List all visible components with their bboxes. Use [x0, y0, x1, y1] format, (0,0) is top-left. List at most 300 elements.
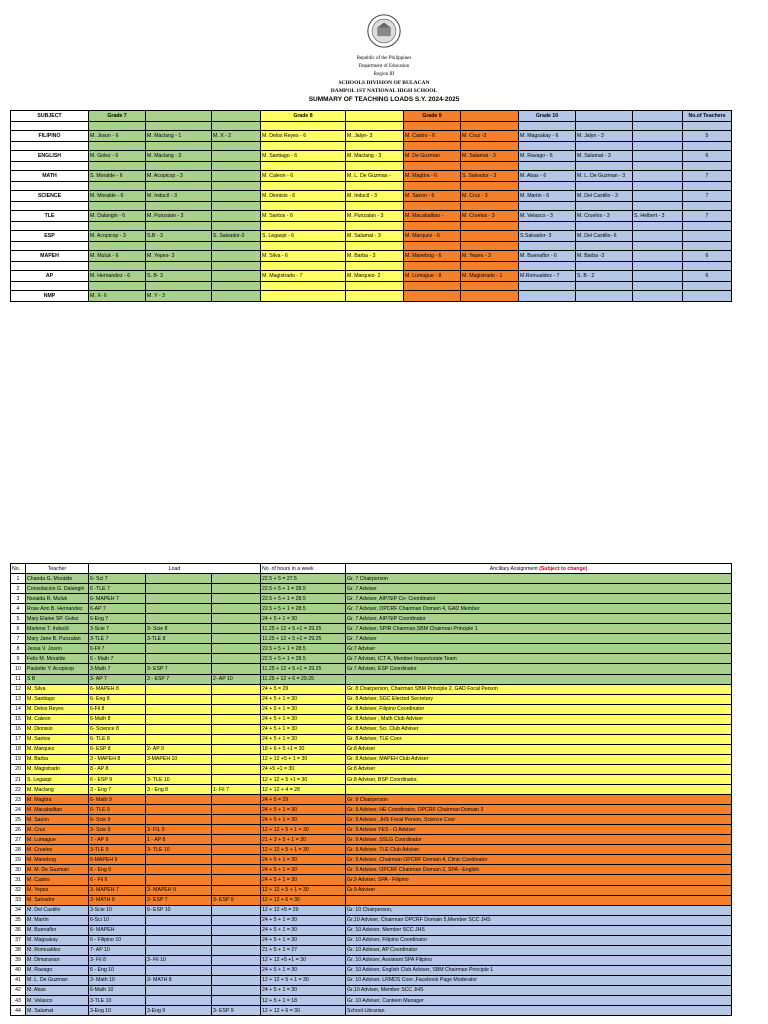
row-number: 10	[11, 664, 26, 674]
load-1: 3-TLE 7	[89, 634, 146, 644]
summary-spacer-cell	[576, 242, 633, 251]
load-1: 3- MATH 9	[89, 895, 146, 905]
teacher-header: Teacher	[26, 564, 89, 574]
summary-cell	[261, 291, 346, 302]
summary-spacer-cell	[576, 222, 633, 231]
load-1: 3-Scie 10	[89, 905, 146, 915]
ancillary-assignment: Gr.10 Adviser, Chairman OPCRF Domain 5,Member SCC JHS	[346, 915, 732, 925]
ancillary-assignment: Gr. 8 Adviser, Sci. Club Adviser	[346, 724, 732, 734]
summary-spacer-cell	[261, 222, 346, 231]
load-1: 6-Fil 8	[89, 704, 146, 714]
summary-cell	[633, 171, 683, 182]
row-number: 43	[11, 996, 26, 1006]
load-2	[146, 915, 212, 925]
ancillary-assignment: Gr. 8 Adviser, TLE Coor.	[346, 734, 732, 744]
row-number: 7	[11, 634, 26, 644]
row-number: 20	[11, 764, 26, 774]
hours-per-week: 24 + 5 + 1 = 30	[261, 935, 346, 945]
summary-cell: M. Yepes - 3	[461, 251, 519, 262]
load-2: 3- TLE 10	[146, 774, 212, 784]
summary-spacer-cell	[346, 242, 404, 251]
hours-per-week: 24 + 5 + 1 = 30	[261, 614, 346, 624]
summary-cell: M. Moralde - 6	[89, 191, 146, 202]
teacher-name: M. Velasco	[26, 996, 89, 1006]
teacher-name: Rose Ann B. Hernandez	[26, 604, 89, 614]
summary-cell: M. Magtira - 6	[404, 171, 461, 182]
teacher-row	[11, 985, 732, 995]
summary-cell: 5	[683, 131, 732, 142]
summary-cell: S. Salvador-3	[212, 231, 261, 242]
summary-spacer-cell	[519, 262, 576, 271]
summary-cell	[212, 191, 261, 202]
row-number: 42	[11, 985, 26, 995]
teacher-name: M. Maclang	[26, 785, 89, 795]
summary-spacer-cell	[404, 282, 461, 291]
load-2: 3 - ESP 7	[146, 674, 212, 684]
hours-per-week: 12 + 12 + 6 = 30	[261, 895, 346, 905]
summary-spacer-cell	[633, 182, 683, 191]
summary-spacer-cell	[461, 262, 519, 271]
teacher-name: M. Manebog	[26, 855, 89, 865]
summary-spacer-cell	[404, 122, 461, 131]
teacher-name: M. Santos	[26, 734, 89, 744]
teacher-name: Paulette Y. Acopicop	[26, 664, 89, 674]
summary-header-cell: Grade 8	[261, 111, 346, 122]
hours-per-week: 24 + 5 + 1 = 30	[261, 965, 346, 975]
load-2	[146, 875, 212, 885]
load-3	[212, 875, 261, 885]
load-header: Load	[89, 564, 261, 574]
teacher-row	[11, 774, 732, 784]
summary-row	[11, 131, 732, 142]
summary-cell: M. Hernandez - 6	[89, 271, 146, 282]
summary-spacer-row	[11, 182, 732, 191]
summary-cell	[633, 231, 683, 242]
load-1: 6 - ESP 9	[89, 774, 146, 784]
division-line: SCHOOLS DIVISION OF BULACAN	[338, 80, 430, 86]
teacher-name: M. Barba	[26, 754, 89, 764]
ancillary-assignment: Gr. 8 Adviser , Math Club Adviser	[346, 714, 732, 724]
summary-spacer-row	[11, 262, 732, 271]
ancillary-assignment: Gr. 7 Chairperson	[346, 574, 732, 584]
load-2	[146, 644, 212, 654]
hours-per-week: 11.25 + 12 + 5 +1 = 29.25	[261, 634, 346, 644]
load-1: 3- Scie 9	[89, 825, 146, 835]
load-2	[146, 594, 212, 604]
load-3	[212, 584, 261, 594]
summary-cell: M. Santos - 6	[261, 211, 346, 222]
summary-spacer-cell	[11, 262, 89, 271]
load-2	[146, 985, 212, 995]
row-number: 2	[11, 584, 26, 594]
teacher-name: S B	[26, 674, 89, 684]
summary-spacer-cell	[261, 182, 346, 191]
summary-cell	[633, 291, 683, 302]
teacher-row	[11, 614, 732, 624]
load-3	[212, 905, 261, 915]
load-1: 6- Eng 8	[89, 694, 146, 704]
summary-spacer-cell	[11, 122, 89, 131]
summary-cell: S. Helbert - 3	[633, 211, 683, 222]
teacher-row	[11, 684, 732, 694]
summary-cell: M. Acopicop - 3	[146, 171, 212, 182]
row-number: 37	[11, 935, 26, 945]
teacher-row	[11, 825, 732, 835]
teacher-row	[11, 885, 732, 895]
summary-cell: M. Magsakay - 6	[519, 131, 576, 142]
load-1: 3 - Eng 7	[89, 785, 146, 795]
summary-cell: M. Cruelos - 3	[576, 211, 633, 222]
summary-row	[11, 211, 732, 222]
hours-per-week: 24 + 5 + 1 = 30	[261, 805, 346, 815]
load-3	[212, 845, 261, 855]
ancillary-assignment: Gr.7 Adviser, ICT A, Member Inspectorate Team	[346, 654, 732, 664]
summary-cell	[212, 291, 261, 302]
summary-row	[11, 151, 732, 162]
teacher-row	[11, 785, 732, 795]
teacher-name: M. Magsakay	[26, 935, 89, 945]
row-number: 21	[11, 774, 26, 784]
ancillary-assignment: Gr. 9 Chairperson	[346, 795, 732, 805]
summary-spacer-row	[11, 222, 732, 231]
hours-per-week: 24 + 5 = 29	[261, 684, 346, 694]
summary-cell: 6	[683, 151, 732, 162]
row-number: 26	[11, 825, 26, 835]
summary-cell: M. Abas - 6	[519, 171, 576, 182]
teacher-name: M. Cruelos	[26, 845, 89, 855]
load-3	[212, 594, 261, 604]
load-2: 3-Eng 9	[146, 1006, 212, 1016]
teacher-name: M. Dionisio	[26, 724, 89, 734]
hours-per-week: 22.5 + 5 + 1 = 28.5	[261, 654, 346, 664]
teacher-row	[11, 955, 732, 965]
ancillary-assignment: Gr. 10 Chairperson,	[346, 905, 732, 915]
summary-spacer-cell	[461, 182, 519, 191]
summary-spacer-cell	[11, 222, 89, 231]
teacher-row	[11, 624, 732, 634]
summary-cell: M. Punzalan - 3	[146, 211, 212, 222]
load-1: 6-MAPEH 9	[89, 855, 146, 865]
summary-spacer-cell	[461, 242, 519, 251]
load-1: 3- MAPEH 7	[89, 885, 146, 895]
row-number: 13	[11, 694, 26, 704]
ancillary-assignment: Gr. 9 Adviser, SSLG Coordinator	[346, 835, 732, 845]
summary-header-row	[11, 111, 732, 122]
summary-cell: 6	[683, 251, 732, 262]
summary-spacer-cell	[261, 122, 346, 131]
teacher-name: M. L. De Guzman	[26, 975, 89, 985]
hours-per-week: 12 + 12 + 5 + 1 = 30	[261, 975, 346, 985]
load-1: 3-Eng 10	[89, 1006, 146, 1016]
load-1: 3-Math 7	[89, 664, 146, 674]
ancillary-assignment: Gr.7 Adviser, ESP Coordinator	[346, 664, 732, 674]
summary-cell	[346, 291, 404, 302]
row-number: 15	[11, 714, 26, 724]
summary-spacer-row	[11, 142, 732, 151]
summary-spacer-cell	[261, 202, 346, 211]
summary-cell: M. Del Castillo - 3	[576, 191, 633, 202]
summary-spacer-cell	[89, 162, 146, 171]
load-2: 3- ESP 7	[146, 895, 212, 905]
load-2	[146, 965, 212, 975]
summary-spacer-cell	[404, 202, 461, 211]
hours-per-week: 24 + 5 + 1 = 30	[261, 875, 346, 885]
teacher-row	[11, 694, 732, 704]
summary-header-cell: Grade 9	[404, 111, 461, 122]
summary-spacer-cell	[89, 182, 146, 191]
hours-per-week: 24 + 5 + 1 = 30	[261, 925, 346, 935]
hours-per-week: 24 + 5 + 1 = 30	[261, 865, 346, 875]
summary-cell: M. Manebog - 6	[404, 251, 461, 262]
summary-spacer-cell	[461, 122, 519, 131]
summary-spacer-row	[11, 282, 732, 291]
summary-spacer-cell	[683, 122, 732, 131]
ancillary-assignment: Gr. 7 Adviser, AIP/SIP Coordinator	[346, 614, 732, 624]
teacher-name: M. Silva	[26, 684, 89, 694]
load-3	[212, 754, 261, 764]
summary-cell: M. Marquez- 2	[346, 271, 404, 282]
teacher-name: Consolacion G. Dalangin	[26, 584, 89, 594]
teacher-name: M. Del Castillo	[26, 905, 89, 915]
teacher-row	[11, 805, 732, 815]
summary-header-cell	[346, 111, 404, 122]
summary-row	[11, 231, 732, 242]
teacher-name: M. M. De Guzman	[26, 865, 89, 875]
teacher-name: M. Dimaranan	[26, 955, 89, 965]
teacher-row	[11, 815, 732, 825]
load-3	[212, 734, 261, 744]
teacher-name: Chanda G. Moralde	[26, 574, 89, 584]
load-2: 3-MAPEH 10	[146, 754, 212, 764]
load-1: 6- Science 8	[89, 724, 146, 734]
hours-per-week: 24 + 5 + 1 = 30	[261, 724, 346, 734]
row-number: 5	[11, 614, 26, 624]
row-number: 33	[11, 895, 26, 905]
summary-cell	[633, 271, 683, 282]
summary-spacer-cell	[519, 162, 576, 171]
no-header: No.	[11, 564, 26, 574]
ancillary-assignment: Gr. 9 Adviser, HE Coordinator, OPCRF Chairman Domain 3	[346, 805, 732, 815]
summary-spacer-cell	[146, 142, 212, 151]
summary-spacer-cell	[146, 122, 212, 131]
hours-per-week: 24 +5 +1 = 30	[261, 764, 346, 774]
summary-spacer-cell	[89, 222, 146, 231]
ancillary-assignment: Gr.10 Adviser, Member SCC JHS	[346, 985, 732, 995]
ancillary-assignment: Gr. 10 Adviser, AP Coordinator	[346, 945, 732, 955]
load-2: 3- TLE 10	[146, 845, 212, 855]
row-number: 40	[11, 965, 26, 975]
summary-spacer-cell	[212, 262, 261, 271]
summary-header-cell	[576, 111, 633, 122]
summary-spacer-cell	[89, 282, 146, 291]
summary-spacer-cell	[633, 162, 683, 171]
summary-row	[11, 271, 732, 282]
hours-per-week: 11.25 + 12 + 5 +1 = 29.25	[261, 664, 346, 674]
load-2	[146, 734, 212, 744]
row-number: 22	[11, 785, 26, 795]
ancillary-assignment: Gr.9 Adviser	[346, 885, 732, 895]
deped-seal-icon	[367, 14, 401, 48]
load-3	[212, 975, 261, 985]
subject-cell: ENGLISH	[11, 151, 89, 162]
load-3	[212, 764, 261, 774]
ancillary-assignment: Gr. 10 Adviser, Assistant SPA Filipino	[346, 955, 732, 965]
load-1: 6- MAPEH	[89, 925, 146, 935]
hours-per-week: 21 + 5 + 1 = 27	[261, 945, 346, 955]
summary-cell	[212, 251, 261, 262]
ancillary-assignment: School Librarian	[346, 1006, 732, 1016]
load-3	[212, 965, 261, 975]
summary-spacer-cell	[146, 202, 212, 211]
load-1: 6-AP 7	[89, 604, 146, 614]
summary-spacer-cell	[89, 202, 146, 211]
summary-spacer-cell	[346, 262, 404, 271]
document-header	[0, 14, 768, 104]
summary-spacer-cell	[633, 122, 683, 131]
load-3	[212, 634, 261, 644]
summary-cell: M. Delos Reyes - 6	[261, 131, 346, 142]
load-3	[212, 644, 261, 654]
load-1: 6- Math 9	[89, 795, 146, 805]
summary-spacer-cell	[404, 222, 461, 231]
loads-header-row	[11, 564, 732, 574]
load-1: 6-Eng 7	[89, 614, 146, 624]
teacher-name: M. Salamat	[26, 1006, 89, 1016]
load-1: 6-Fil 7	[89, 644, 146, 654]
teacher-row	[11, 604, 732, 614]
ancillary-assignment: Gr. 9 Adviser, TLE Club Adviser	[346, 845, 732, 855]
summary-spacer-cell	[461, 142, 519, 151]
summary-cell: M.Romualdez - 7	[519, 271, 576, 282]
department-line: Department of Education	[358, 64, 410, 69]
summary-cell: M. Magistrado - 1	[461, 271, 519, 282]
summary-header-cell	[212, 111, 261, 122]
summary-cell	[633, 251, 683, 262]
summary-spacer-cell	[346, 142, 404, 151]
load-3	[212, 935, 261, 945]
summary-cell	[212, 271, 261, 282]
row-number: 44	[11, 1006, 26, 1016]
summary-cell: M. Sazon - 6	[404, 191, 461, 202]
summary-spacer-cell	[146, 162, 212, 171]
load-2	[146, 704, 212, 714]
ancillary-assignment: Gr. 8 Chairperson, Chairman SBM Principle 2, GAD Focal Person	[346, 684, 732, 694]
hours-per-week: 18 + 6 + 5 +1 = 30	[261, 744, 346, 754]
summary-spacer-row	[11, 242, 732, 251]
teacher-name: M. Cruz	[26, 825, 89, 835]
summary-cell: M. Dionisio - 6	[261, 191, 346, 202]
teacher-name: M. Romualdez	[26, 945, 89, 955]
summary-cell: M. Salamat - 3	[346, 231, 404, 242]
load-2: 3- MATH 8	[146, 975, 212, 985]
summary-spacer-cell	[404, 242, 461, 251]
row-number: 24	[11, 805, 26, 815]
summary-cell	[576, 291, 633, 302]
teacher-row	[11, 634, 732, 644]
load-3: 3- ESP 9	[212, 895, 261, 905]
summary-spacer-cell	[633, 222, 683, 231]
summary-spacer-cell	[683, 222, 732, 231]
teacher-row	[11, 945, 732, 955]
ancillary-assignment: Gr.9 Adviser, SPA - Filipino	[346, 875, 732, 885]
summary-spacer-cell	[633, 282, 683, 291]
load-2	[146, 805, 212, 815]
row-number: 14	[11, 704, 26, 714]
page-title: SUMMARY OF TEACHING LOADS S.Y. 2024-2025	[308, 96, 460, 103]
summary-spacer-cell	[633, 202, 683, 211]
teacher-row	[11, 905, 732, 915]
teacher-row	[11, 875, 732, 885]
load-3	[212, 694, 261, 704]
summary-spacer-cell	[519, 222, 576, 231]
summary-cell	[683, 291, 732, 302]
summary-row	[11, 251, 732, 262]
hours-header: No. of hours in a week	[261, 564, 346, 574]
summary-cell: M. X - 2	[212, 131, 261, 142]
load-2	[146, 855, 212, 865]
summary-cell	[461, 231, 519, 242]
summary-spacer-cell	[519, 142, 576, 151]
summary-spacer-cell	[519, 122, 576, 131]
hours-per-week: 24 + 5 + 1 = 30	[261, 815, 346, 825]
summary-spacer-cell	[212, 222, 261, 231]
load-2	[146, 654, 212, 664]
summary-cell: M. L. De Guzman - 3	[576, 171, 633, 182]
summary-cell: M. Magistrado - 7	[261, 271, 346, 282]
load-3: 2- AP 10	[212, 674, 261, 684]
hours-per-week: 12 + 12 + 5 + 1 = 30	[261, 845, 346, 855]
load-2	[146, 945, 212, 955]
teacher-name: M. Castro	[26, 875, 89, 885]
load-1: 3- AP 7	[89, 674, 146, 684]
subject-cell: ESP	[11, 231, 89, 242]
teacher-loads-table	[10, 563, 732, 1016]
summary-cell: M. Buenaflor - 6	[519, 251, 576, 262]
summary-cell: S.B - 3	[146, 231, 212, 242]
hours-per-week: 22.5 + 5 + 1 = 28.5	[261, 584, 346, 594]
summary-spacer-cell	[212, 282, 261, 291]
hours-per-week: 12 + 12 +5 +1 = 30	[261, 955, 346, 965]
ancillary-assignment: Gr.8 Adviser, BSP Coordinator,	[346, 774, 732, 784]
load-3	[212, 996, 261, 1006]
summary-cell: M. Maclang - 3	[146, 151, 212, 162]
republic-line: Republic of the Philippines	[356, 56, 412, 61]
summary-cell: M. Golez - 6	[89, 151, 146, 162]
summary-cell: 7	[683, 211, 732, 222]
load-1: 6 - Math 7	[89, 654, 146, 664]
teacher-row	[11, 724, 732, 734]
teacher-row	[11, 915, 732, 925]
summary-header-cell	[146, 111, 212, 122]
summary-spacer-cell	[461, 282, 519, 291]
teacher-row	[11, 674, 732, 684]
summary-cell: M. Salamat - 3	[461, 151, 519, 162]
summary-cell	[633, 191, 683, 202]
summary-spacer-cell	[576, 182, 633, 191]
teacher-row	[11, 1006, 732, 1016]
hours-per-week: 12 + 12 +5 + 1 = 30	[261, 754, 346, 764]
hours-per-week: 12 + 12 + 5 + 1 = 30	[261, 885, 346, 895]
summary-cell: M. Castro - 6	[404, 131, 461, 142]
teacher-name: M. Sazon	[26, 815, 89, 825]
load-1: 8 - AP 8	[89, 764, 146, 774]
load-3	[212, 714, 261, 724]
load-1: 6 -TLE 7	[89, 584, 146, 594]
teacher-row	[11, 795, 732, 805]
summary-spacer-cell	[461, 162, 519, 171]
row-number: 41	[11, 975, 26, 985]
summary-spacer-cell	[519, 182, 576, 191]
